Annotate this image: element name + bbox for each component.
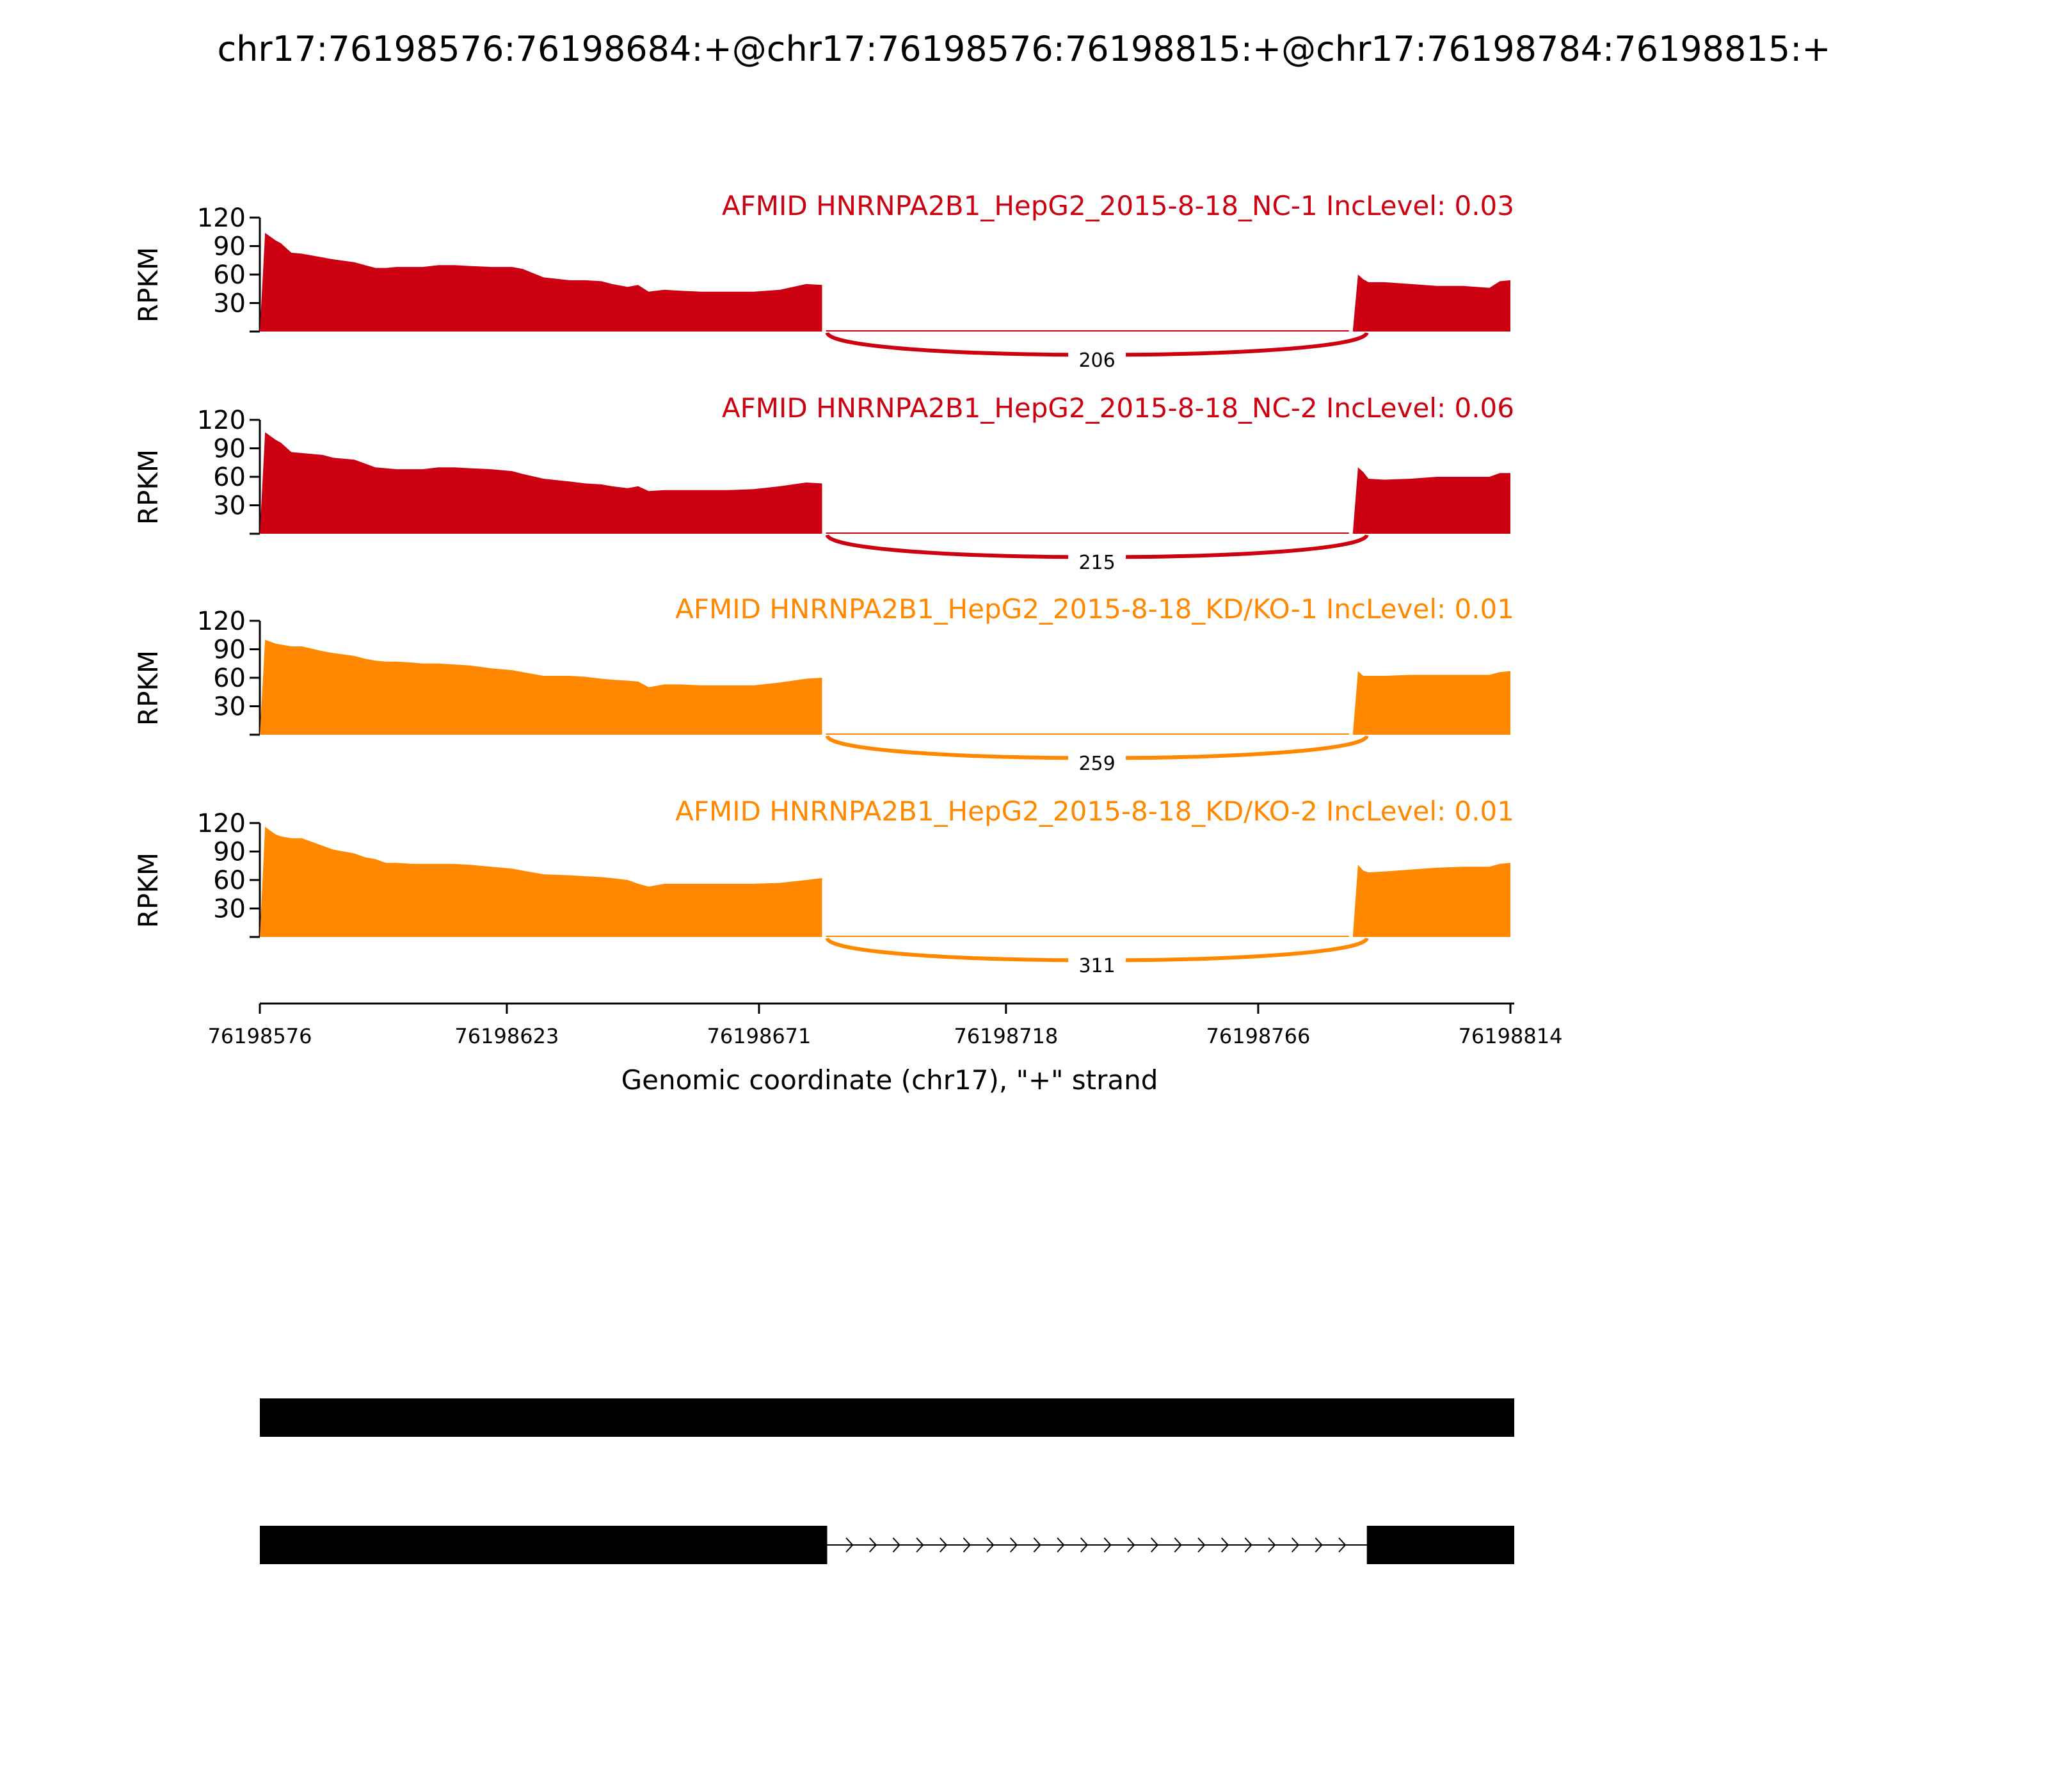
y-tick-label: 30: [213, 692, 246, 722]
y-tick-label: 120: [196, 406, 246, 435]
y-tick-label: 120: [196, 204, 246, 233]
x-tick-label: 76198623: [454, 1024, 559, 1048]
y-tick-label: 90: [213, 232, 246, 262]
y-tick-label: 30: [213, 491, 246, 521]
y-tick-label: 60: [213, 260, 246, 290]
exon1-coverage-area: [260, 233, 822, 332]
coverage-panel: [132, 190, 1514, 372]
isoform-skipping-exon1: [260, 1526, 827, 1564]
y-tick-label: 60: [213, 664, 246, 693]
junction-count-label: 311: [1078, 955, 1116, 977]
y-tick-label: 90: [213, 434, 246, 464]
coverage-panel: [132, 392, 1514, 575]
x-tick-label: 76198718: [954, 1024, 1059, 1048]
sample-label: AFMID HNRNPA2B1_HepG2_2015-8-18_NC-1 IncLevel: 0.03: [721, 190, 1514, 221]
sample-label: AFMID HNRNPA2B1_HepG2_2015-8-18_KD/KO-1 IncLevel: 0.01: [675, 593, 1514, 625]
coverage-panels: [132, 190, 1514, 978]
coverage-panel: [132, 593, 1514, 776]
sample-label: AFMID HNRNPA2B1_HepG2_2015-8-18_KD/KO-2 IncLevel: 0.01: [675, 796, 1514, 827]
x-axis-label: Genomic coordinate (chr17), "+" strand: [621, 1064, 1158, 1096]
junction-count-label: 215: [1078, 552, 1116, 574]
junction-count-label: 206: [1078, 349, 1116, 372]
coverage-panel: [132, 796, 1514, 978]
x-tick-label: 76198576: [207, 1024, 312, 1048]
y-axis-label: RPKM: [132, 449, 164, 525]
x-axis: [208, 1004, 1563, 1048]
x-tick-label: 76198766: [1206, 1024, 1311, 1048]
y-axis-label: RPKM: [132, 650, 164, 726]
isoform-inclusion-exon: [260, 1398, 1514, 1437]
exon2-coverage-area: [1353, 671, 1510, 735]
y-tick-label: 90: [213, 635, 246, 665]
x-tick-label: 76198814: [1458, 1024, 1563, 1048]
y-tick-label: 30: [213, 894, 246, 924]
y-axis-label: RPKM: [132, 852, 164, 929]
y-tick-label: 60: [213, 463, 246, 492]
y-tick-label: 120: [196, 607, 246, 636]
exon2-coverage-area: [1353, 863, 1510, 937]
exon1-coverage-area: [260, 640, 822, 735]
isoform-skipping-exon2: [1367, 1526, 1514, 1564]
gene-models: [260, 1398, 1514, 1564]
y-tick-label: 90: [213, 837, 246, 867]
y-tick-label: 30: [213, 289, 246, 319]
exon2-coverage-area: [1353, 467, 1510, 534]
exon1-coverage-area: [260, 827, 822, 937]
sample-label: AFMID HNRNPA2B1_HepG2_2015-8-18_NC-2 IncLevel: 0.06: [721, 392, 1514, 424]
y-tick-label: 120: [196, 809, 246, 838]
chart-title: chr17:76198576:76198684:+@chr17:76198576:76198815:+@chr17:76198784:76198815:+: [217, 29, 1831, 69]
x-tick-label: 76198671: [707, 1024, 812, 1048]
exon2-coverage-area: [1353, 275, 1510, 332]
y-axis-label: RPKM: [132, 246, 164, 323]
exon1-coverage-area: [260, 432, 822, 534]
y-tick-label: 60: [213, 866, 246, 895]
junction-count-label: 259: [1078, 753, 1116, 775]
